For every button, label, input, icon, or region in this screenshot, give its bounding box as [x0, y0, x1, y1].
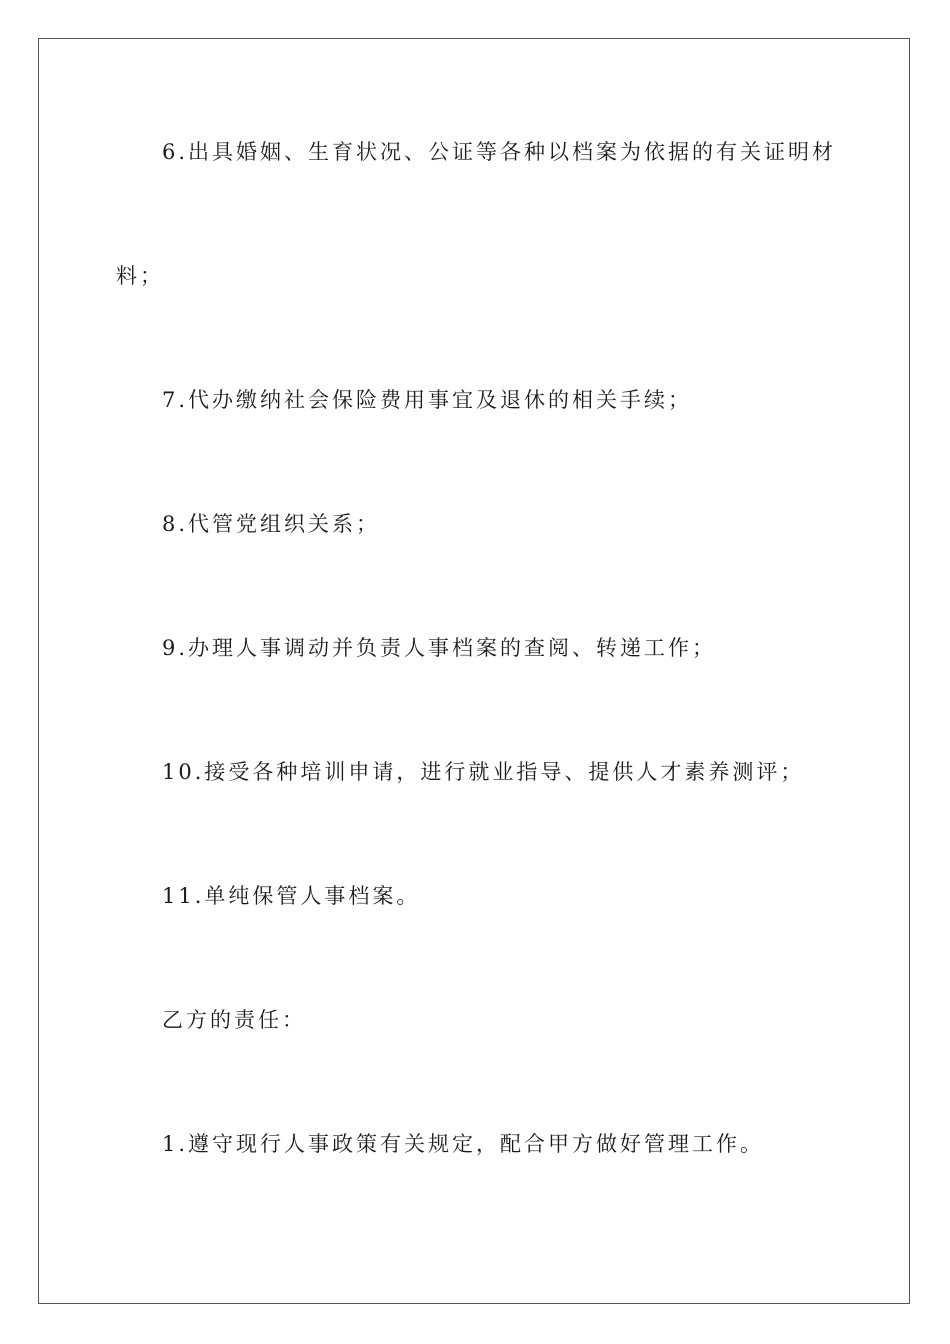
- paragraph-item-6: 6.出具婚姻、生育状况、公证等各种以档案为依据的有关证明材: [162, 140, 837, 164]
- paragraph-item-11: 11.单纯保管人事档案。: [162, 884, 421, 908]
- paragraph-item-8: 8.代管党组织关系；: [162, 512, 381, 536]
- page-border: [38, 38, 910, 1304]
- paragraph-party-b-item-1: 1.遵守现行人事政策有关规定，配合甲方做好管理工作。: [162, 1132, 765, 1156]
- paragraph-item-7: 7.代办缴纳社会保险费用事宜及退休的相关手续；: [162, 388, 693, 412]
- paragraph-item-6-continuation: 料；: [116, 264, 164, 288]
- paragraph-item-9: 9.办理人事调动并负责人事档案的查阅、转递工作；: [162, 636, 717, 660]
- section-heading-party-b-responsibility: 乙方的责任：: [162, 1008, 306, 1032]
- paragraph-item-10: 10.接受各种培训申请，进行就业指导、提供人才素养测评；: [162, 760, 805, 784]
